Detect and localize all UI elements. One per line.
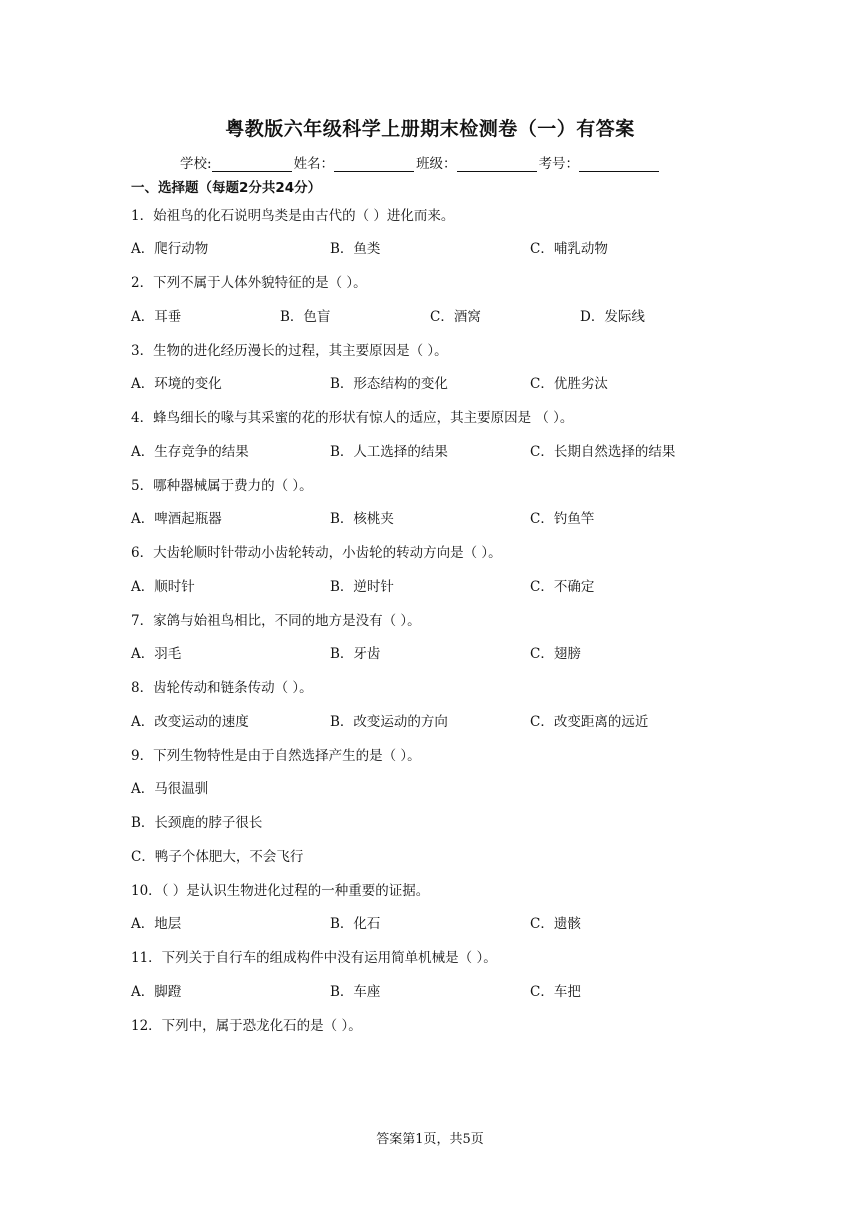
question-stem-1: 1．始祖鸟的化石说明鸟类是由古代的（ ）进化而来。 [131,208,455,224]
student-info-row [180,152,661,172]
name-blank[interactable] [334,157,414,172]
question-stem-12: 12．下列中，属于恐龙化石的是（ ）。 [131,1018,362,1034]
option-3-a: A．环境的变化 [131,376,222,392]
option-9-c: C．鸭子个体肥大，不会飞行 [131,849,304,865]
option-9-b: B．长颈鹿的脖子很长 [131,815,263,831]
section-heading: 一、选择题（每题2分共24分） [131,180,322,196]
option-10-c: C．遗骸 [530,916,581,932]
option-10-a: A．地层 [131,916,182,932]
option-8-c: C．改变距离的远近 [530,714,649,730]
option-1-c: C．哺乳动物 [530,241,608,257]
option-5-a: A．啤酒起瓶器 [131,511,222,527]
option-7-c: C．翅膀 [530,646,581,662]
school-blank[interactable] [212,157,292,172]
option-6-a: A．顺时针 [131,579,195,595]
option-6-b: B．逆时针 [330,579,394,595]
option-2-c: C．酒窝 [430,309,481,325]
option-2-b: B．色盲 [280,309,331,325]
option-1-a: A．爬行动物 [131,241,209,257]
option-8-b: B．改变运动的方向 [330,714,448,730]
question-stem-6: 6．大齿轮顺时针带动小齿轮转动，小齿轮的转动方向是（ ）。 [131,545,502,561]
option-10-b: B．化石 [330,916,381,932]
option-5-b: B．核桃夹 [330,511,394,527]
question-stem-3: 3．生物的进化经历漫长的过程，其主要原因是（ ）。 [131,343,448,359]
option-2-a: A．耳垂 [131,309,182,325]
option-9-a: A．马很温驯 [131,781,209,797]
name-label: 姓名： [293,156,335,172]
exam-no-label: 考号： [538,156,580,172]
option-5-c: C．钓鱼竿 [530,511,595,527]
option-2-d: D．发际线 [580,309,645,325]
option-4-c: C．长期自然选择的结果 [530,444,676,460]
page-title: 粤教版六年级科学上册期末检测卷（一）有答案 [225,118,635,140]
option-7-a: A．羽毛 [131,646,182,662]
option-4-a: A．生存竞争的结果 [131,444,249,460]
exam-no-blank[interactable] [579,157,659,172]
option-7-b: B．牙齿 [330,646,381,662]
question-stem-11: 11．下列关于自行车的组成构件中没有运用简单机械是（ ）。 [131,950,497,966]
option-6-c: C．不确定 [530,579,595,595]
class-blank[interactable] [457,157,537,172]
option-8-a: A．改变运动的速度 [131,714,249,730]
school-label: 学校: [180,156,212,172]
question-stem-5: 5．哪种器械属于费力的（ ）。 [131,478,313,494]
option-3-b: B．形态结构的变化 [330,376,448,392]
question-stem-8: 8．齿轮传动和链条传动（ ）。 [131,680,313,696]
option-11-b: B．车座 [330,984,381,1000]
question-stem-9: 9．下列生物特性是由于自然选择产生的是（ ）。 [131,748,421,764]
question-stem-4: 4．蜂鸟细长的喙与其采蜜的花的形状有惊人的适应，其主要原因是 （ ）。 [131,410,574,426]
option-1-b: B．鱼类 [330,241,381,257]
question-stem-10: 10．（ ）是认识生物进化过程的一种重要的证据。 [131,883,430,899]
class-label: 班级： [416,156,457,172]
option-11-c: C．车把 [530,984,581,1000]
option-3-c: C．优胜劣汰 [530,376,608,392]
page-footer: 答案第1页，共5页 [376,1132,484,1147]
question-stem-2: 2．下列不属于人体外貌特征的是（ ）。 [131,275,367,291]
question-stem-7: 7．家鸽与始祖鸟相比，不同的地方是没有（ ）。 [131,613,421,629]
option-4-b: B．人工选择的结果 [330,444,448,460]
option-11-a: A．脚蹬 [131,984,182,1000]
